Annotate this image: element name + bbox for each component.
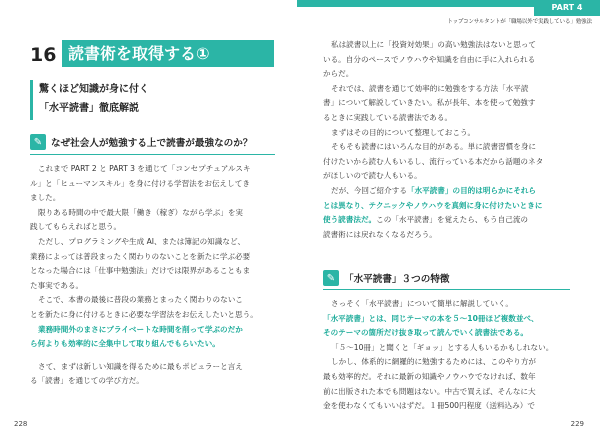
body-line: がほしいので読む人もいる。 [323, 171, 422, 181]
highlight-line: 業務時間外のまさにプライベートな時間を削って学ぶのだか [38, 324, 243, 334]
right-top-body [323, 38, 543, 242]
body-line: 書」について解説していきたい。私が長年、本を使って勉強す [323, 98, 536, 108]
body-line: まずはその目的について整理しておこう。 [331, 127, 476, 137]
left-body [30, 162, 258, 389]
body-line: これまで PART 2 と PART 3 を通じて「コンセプチュアルスキ [38, 164, 251, 173]
body-line: 践してもらえればと思う。 [30, 222, 122, 232]
section-heading [323, 269, 450, 287]
subtitle-line: 驚くほど知識が身に付く [39, 84, 149, 95]
body-line: となった場合には「仕事中勉強法」だけでは限界があることもま [30, 266, 251, 276]
body-line: 読書術には戻れなくなるだろう。 [323, 229, 437, 239]
page-number-right: 229 [570, 420, 584, 428]
page-number-left: 228 [14, 420, 28, 428]
highlight-line: とは異なり、テクニックやノウハウを真剣に身に付けたいときに [323, 200, 543, 210]
highlight-line: ら何よりも効率的に全集中して取り組んでもらいたい。 [30, 339, 220, 349]
body-line [323, 184, 543, 199]
chapter-number: 16 [30, 44, 57, 66]
body-line: た事実である。 [30, 280, 84, 290]
section-heading [30, 133, 252, 151]
body-line: 私は読書以上に「投資対効果」の高い勉強法はないと思って [331, 40, 537, 49]
body-line: さっそく「水平読書」について簡単に解説していく。 [331, 299, 513, 308]
section-rule [323, 289, 570, 290]
body-line: 最も効率的だ。それに最新の知識やノウハウでなければ、数年 [323, 371, 536, 381]
highlight-line: 「水平読書」とは、同じテーマの本を５～10冊ほど複数並べ、 [323, 313, 539, 323]
chapter-title: 読書術を取得する① [62, 40, 274, 67]
body-line [323, 213, 543, 228]
body-line: 金を使わなくてもいいはずだ。１冊500円程度（送料込み）で [323, 401, 535, 411]
body-line: さて、まずは新しい知識を得るために最もポピュラーと言え [38, 361, 243, 371]
body-line: ました。 [30, 193, 61, 203]
body-line: る「読書」を通じての学び方だ。 [30, 376, 144, 386]
pencil-badge-icon: ✎ [323, 270, 339, 286]
highlight-text: 使う読書法だ。 [323, 215, 377, 225]
body-line: 「５～10冊」と聞くと「ギョッ」とする人もいるかもしれない。 [331, 342, 554, 352]
section-rule [30, 154, 275, 155]
section-heading-text: なぜ社会人が勉強する上で読書が最強なのか？ [51, 138, 253, 149]
section-heading-text: 「水平読書」３つの特徴 [344, 274, 450, 285]
part-tab: PART 4 [534, 0, 600, 16]
running-head: トップコンサルタントが「職場以外で実践している」勉強法 [447, 19, 592, 25]
body-line: それでは、読書を通じて効率的に勉強をする方法「水平読 [331, 83, 529, 93]
body-text: この「水平読書」を覚えたら、もう自己流の [376, 215, 529, 225]
highlight-line: そのテーマの箇所だけ抜き取って読んでいく読書法である。 [323, 328, 529, 338]
body-text: だが、今回ご紹介する [331, 185, 407, 195]
body-line: そもそも読書にはいろんな目的がある。単に読書習慣を身に [331, 142, 537, 152]
body-line: ただし、プログラミングや生成 AI、または簿記の知識など、 [38, 236, 246, 246]
chapter-subtitle [30, 80, 175, 120]
highlight-text: 「水平読書」の目的は明らかにそれら [406, 185, 537, 195]
body-line: るときに実践している読書法である。 [323, 112, 453, 122]
body-line: 付けたいから読む人もいるし、流行っている本だから話題のネタ [323, 156, 544, 166]
body-line: 業務によっては普段まったく関わりのないことを新たに学ぶ必要 [30, 251, 251, 261]
body-line: とを新たに身に付けるときに必要な学習法をお伝えしたいと思う。 [30, 309, 258, 319]
body-line: そこで、本書の最後に普段の業務とまったく関わりのないこ [38, 295, 243, 305]
pencil-badge-icon: ✎ [30, 134, 46, 150]
body-line: からだ。 [323, 69, 354, 79]
body-line: いる。自分のペースでノウハウや知識を自由に手に入れられる [323, 54, 536, 64]
body-line: しかし、体系的に網羅的に勉強するためには、このやり方が [331, 357, 537, 367]
body-line: 限りある時間の中で最大限「働き（稼ぎ）ながら学ぶ」を実 [38, 207, 244, 217]
right-bottom-body [323, 297, 553, 414]
body-line: 前に出版された本でも問題はない。中古で買えば、そんなに大 [323, 386, 536, 396]
body-line: ル」と「ヒューマンスキル」を身に付ける学習法をお伝えしてき [30, 178, 250, 188]
subtitle-line: 「水平読書」徹底解説 [39, 103, 139, 114]
